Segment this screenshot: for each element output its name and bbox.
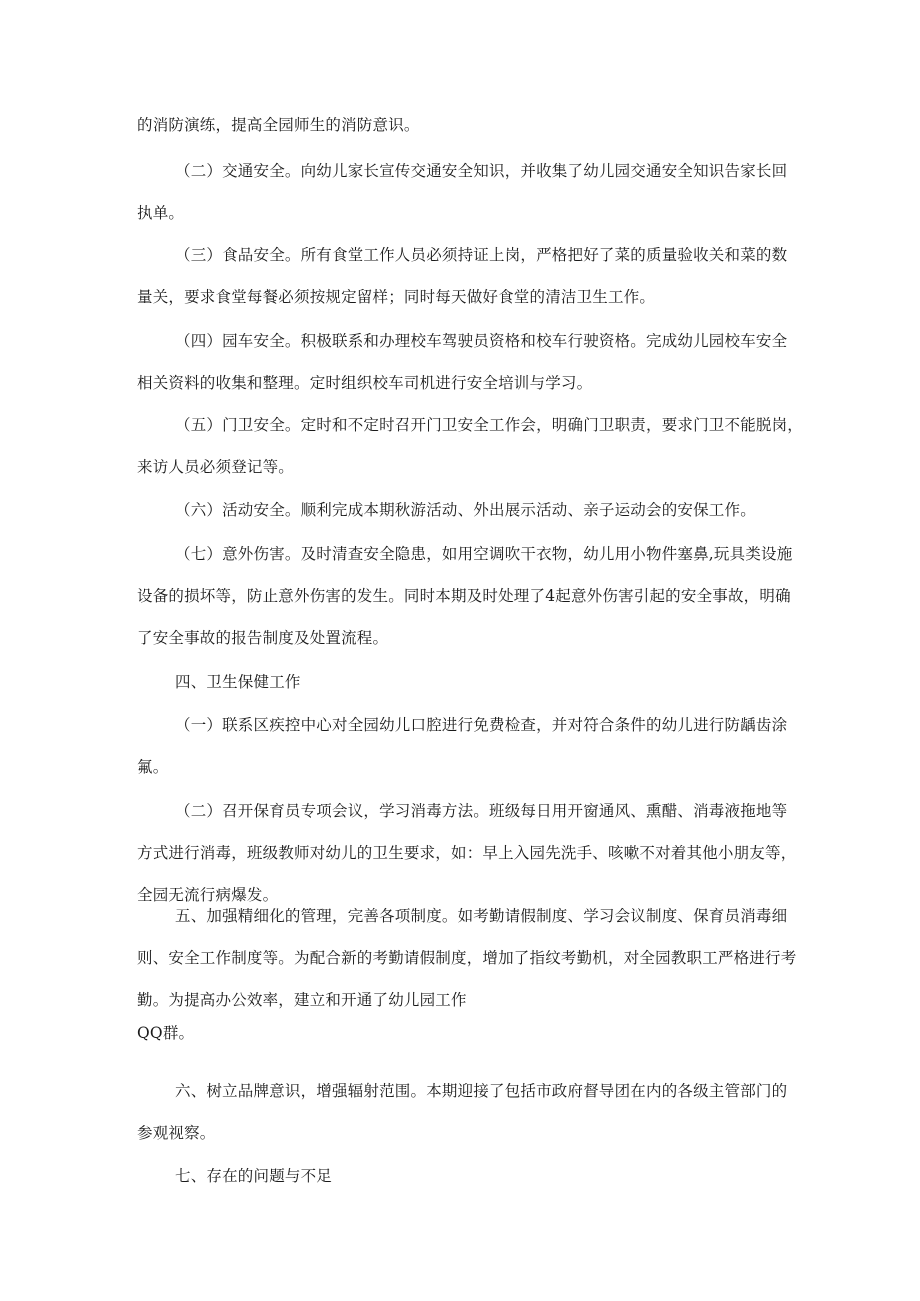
text-line: 氟。: [137, 758, 169, 776]
text-line: （五）门卫安全。定时和不定时召开门卫安全工作会，明确门卫职责，要求门卫不能脱岗，: [175, 416, 804, 434]
text-line: （六）活动安全。顺利完成本期秋游活动、外出展示活动、亲子运动会的安保工作。: [175, 501, 756, 519]
text-line: （二）交通安全。向幼儿家长宣传交通安全知识，并收集了幼儿园交通安全知识告家长回: [175, 162, 788, 180]
qq-group-line: [137, 1012, 797, 1054]
school-bus-safety-paragraph: [137, 320, 797, 404]
brand-paragraph: [137, 1070, 797, 1154]
food-safety-paragraph: [137, 234, 797, 318]
text-line: 全园无流行病爆发。: [137, 886, 279, 904]
text-line: 六、树立品牌意识，增强辐射范围。本期迎接了包括市政府督导团在内的各级主管部门的: [175, 1082, 788, 1100]
activity-safety-paragraph: [137, 489, 797, 531]
text-line: （三）食品安全。所有食堂工作人员必须持证上岗，严格把好了菜的质量验收关和菜的数: [175, 246, 788, 264]
text-line: 来访人员必须登记等。: [137, 458, 295, 476]
text-line: 方式进行消毒，班级教师对幼儿的卫生要求，如：早上入园先洗手、咳嗽不对着其他小朋友等，: [137, 844, 797, 862]
text-line: 则、安全工作制度等。为配合新的考勤请假制度，增加了指纹考勤机，对全园教职工严格进行考: [137, 949, 797, 967]
text-line: 的消防演练，提高全园师生的消防意识。: [137, 116, 420, 134]
text-line: （二）召开保育员专项会议，学习消毒方法。班级每日用开窗通风、熏醋、消毒液拖地等: [175, 802, 788, 820]
text-line: 参观视察。: [137, 1124, 216, 1142]
section-heading: 四、卫生保健工作: [175, 673, 301, 691]
text-line: 相关资料的收集和整理。定时组织校车司机进行安全培训与学习。: [137, 374, 593, 392]
management-paragraph: [137, 895, 797, 1021]
fire-drill-paragraph: [137, 104, 797, 146]
text-line: （一）联系区疾控中心对全园幼儿口腔进行免费检查，并对符合条件的幼儿进行防龋齿涂: [175, 716, 788, 734]
accident-paragraph: [137, 533, 797, 659]
text-line: （四）园车安全。积极联系和办理校车驾驶员资格和校车行驶资格。完成幼儿园校车安全: [175, 332, 788, 350]
text-line: 设备的损坏等，防止意外伤害的发生。同时本期及时处理了4起意外伤害引起的安全事故，明确: [137, 587, 791, 605]
gate-safety-paragraph: [137, 404, 804, 488]
problems-heading: [137, 1155, 797, 1197]
text-line: QQ群。: [137, 1024, 195, 1042]
section-heading: 七、存在的问题与不足: [175, 1167, 333, 1185]
health-care-heading: [137, 661, 797, 703]
text-line: 勤。为提高办公效率，建立和开通了幼儿园工作: [137, 991, 467, 1009]
text-line: 五、加强精细化的管理，完善各项制度。如考勤请假制度、学习会议制度、保育员消毒细: [175, 907, 788, 925]
text-line: 执单。: [137, 204, 185, 222]
text-line: 了安全事故的报告制度及处置流程。: [137, 629, 389, 647]
text-line: （七）意外伤害。及时清查安全隐患，如用空调吹干衣物，幼儿用小物件塞鼻,玩具类设施: [175, 545, 793, 563]
traffic-safety-paragraph: [137, 150, 797, 234]
text-line: 量关，要求食堂每餐必须按规定留样；同时每天做好食堂的清洁卫生工作。: [137, 288, 656, 306]
dental-check-paragraph: [137, 704, 797, 788]
